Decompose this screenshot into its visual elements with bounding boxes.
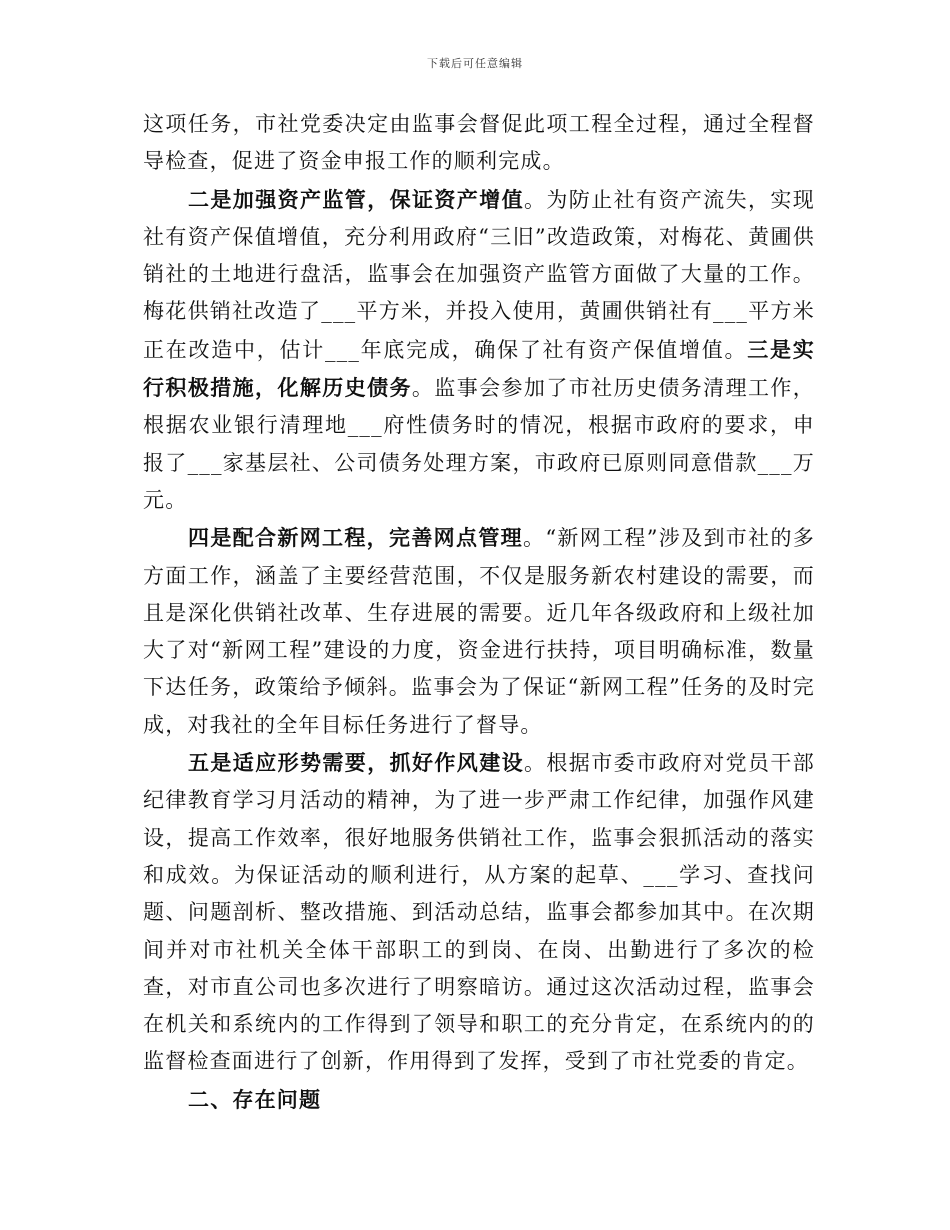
paragraph-text: 。“新网工程”涉及到市社的多方面工作，涵盖了主要经营范围，不仅是服务新农村建设的需要，而且是深化供销社改革、生存进展的需要。近几年各级政府和上级社加大了对“新网工程”建设的力度，资金进行扶持，项目明确标准，数量下达任务，政策给予倾斜。监事会为了保证“新网工程”任务的及时完成，对我社的全年目标任务进行了督导。 [143, 526, 815, 737]
paragraph-lead-heading: 四是配合新网工程，完善网点管理 [188, 525, 523, 551]
paragraph-work-style [143, 744, 815, 1081]
paragraph-text: 这项任务，市社党委决定由监事会督促此项工程全过程，通过全程督导检查，促进了资金申报工作的顺利完成。 [143, 112, 815, 174]
paragraph-mid-heading: 三是实行积极措施，化解历史债务 [143, 336, 815, 401]
paragraph-asset-supervision [143, 181, 815, 520]
document-body [143, 106, 815, 1118]
paragraph-text-after: 。监事会参加了市社历史债务清理工作，根据农业银行清理地___府性债务时的情况，根据市政府的要求，申报了___家基层社、公司债务处理方案，市政府已原则同意借款___万元。 [143, 376, 815, 512]
section-heading: 二、存在问题 [188, 1086, 322, 1112]
paragraph-lead-heading: 二是加强资产监管，保证资产增值 [188, 186, 524, 212]
paragraph-continuation [143, 106, 815, 181]
paragraph-lead-heading: 五是适应形势需要，抓好作风建设 [188, 750, 524, 776]
paragraph-text: 。为防止社有资产流失，实现社有资产保值增值，充分利用政府“三旧”改造政策，对梅花、黄圃供销社的土地进行盘活，监事会在加强资产监管方面做了大量的工作。梅花供销社改造了___平方米，并投入使用，黄圃供销社有___平方米正在改造中，估计___年底完成，确保了社有资产保值增值。 [143, 187, 815, 362]
page-header: 下载后可任意编辑 [427, 57, 523, 70]
paragraph-new-network [143, 519, 815, 744]
paragraph-text: 。根据市委市政府对党员干部纪律教育学习月活动的精神，为了进一步严肃工作纪律，加强作风建设，提高工作效率，很好地服务供销社工作，监事会狠抓活动的落实和成效。为保证活动的顺利进行，从方案的起草、___学习、查找问题、问题剖析、整改措施、到活动总结，监事会都参加其中。在次期间并对市社机关全体干部职工的到岗、在岗、出勤进行了多次的检查，对市直公司也多次进行了明察暗访。通过这次活动过程，监事会在机关和系统内的工作得到了领导和职工的充分肯定，在系统内的的监督检查面进行了创新，作用得到了发挥，受到了市社党委的肯定。 [143, 751, 815, 1074]
